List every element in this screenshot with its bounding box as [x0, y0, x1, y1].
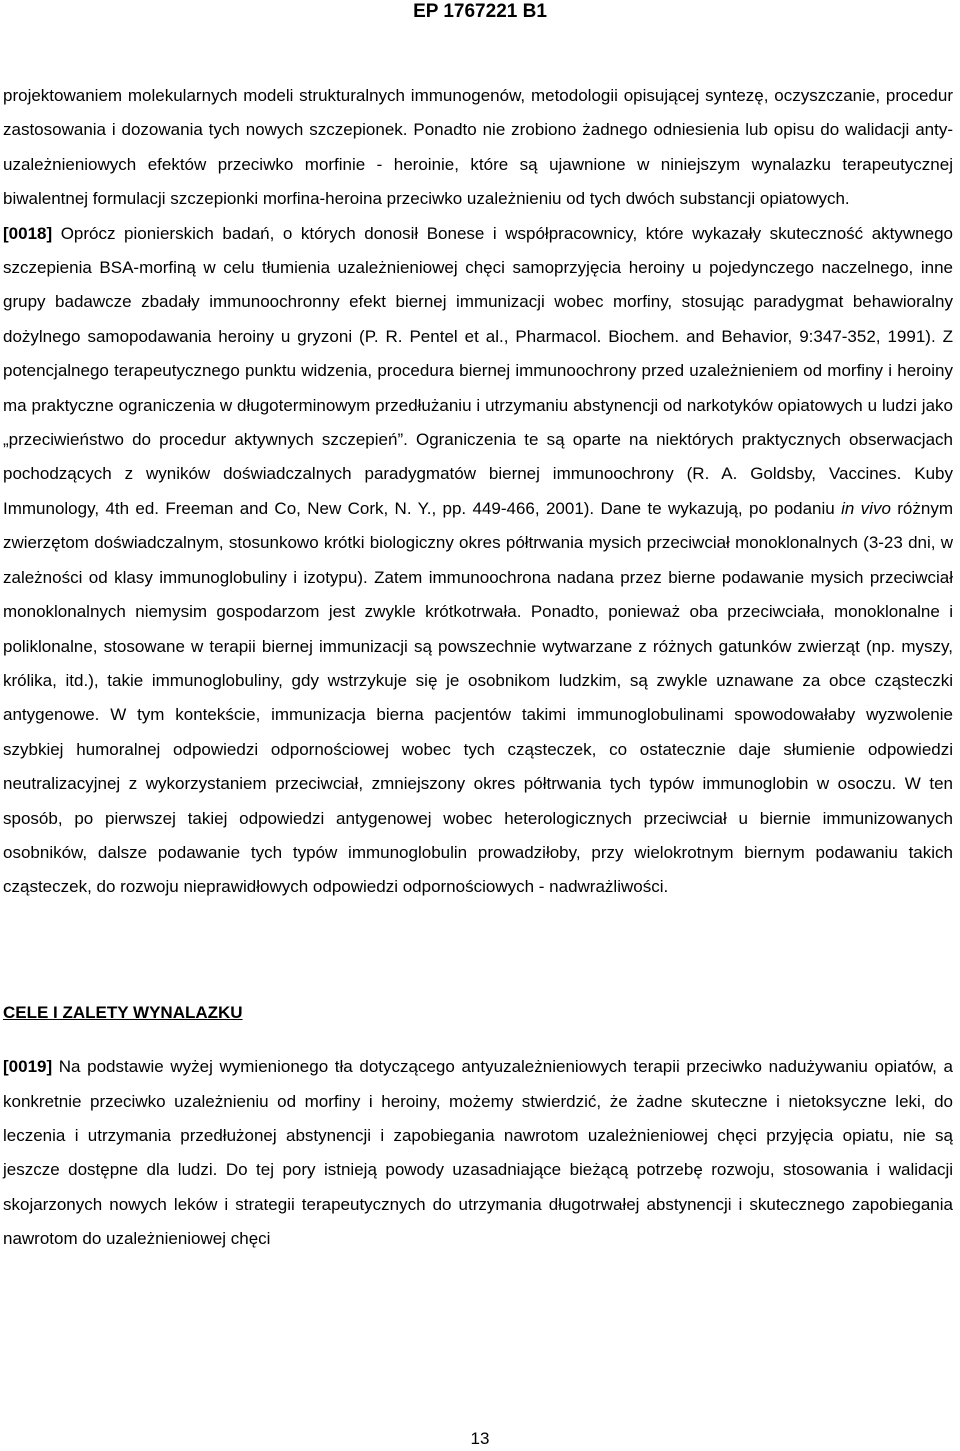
italic-term: in vivo	[841, 498, 891, 518]
document-header	[0, 0, 960, 24]
paragraph-number: [0019]	[3, 1057, 53, 1077]
paragraph-text: Na podstawie wyżej wymienionego tła dotyczącego antyuzależnieniowych terapii przeciwko nadużywaniu opiatów, a konkretnie przeciwko uzależnieniu od morfiny i heroiny, możemy stwierdzić, że żadne skuteczne i nietoksyczne leki, do leczenia i utrzymania przedłużonej abstynencji i zapobiegania nawrotom uzależnieniowej chęci przyjęcia opiatu, nie są jeszcze dostępne dla ludzi. Do tej pory istnieją powody uzasadniające bieżącą potrzebę rozwoju, stosowania i walidacji skojarzonych nowych leków i strategii terapeutycznych do utrzymania długotrwałej abstynencji i skutecznego zapobiegania nawrotom do uzależnieniowej chęci	[3, 1057, 953, 1249]
section-heading: CELE I ZALETY WYNALAZKU	[3, 1002, 243, 1022]
paragraph-number: [0018]	[3, 223, 53, 243]
paragraph-0019	[3, 1050, 953, 1256]
paragraph-0018	[3, 217, 953, 905]
section-heading-wrap	[3, 996, 953, 1030]
patent-number: EP 1767221 B1	[413, 1, 547, 22]
document-body	[3, 79, 953, 1257]
paragraph-text: różnym zwierzętom doświadczalnym, stosunkowo krótki biologiczny okres półtrwania mysich przeciwciał monoklonalnych (3-23 dni, w zależności od klasy immunoglobuliny i izotypu). Zatem immunoochrona nadana przez bierne podawanie mysich przeciwciał monoklonalnych niemysim gospodarzom jest zwykle krótkotrwała. Ponadto, ponieważ oba przeciwciała, monoklonalne i poliklonalne, stosowane w terapii biernej immunizacji są powszechnie wytwarzane z różnych gatunków zwierząt (np. myszy, królika, itd.), takie immunoglobuliny, gdy wstrzykuje się je osobnikom ludzkim, są zwykle uznawane za obce cząsteczki antygenowe. W tym kontekście, immunizacja bierna pacjentów takimi immunoglobulinami spowodowałaby wyzwolenie szybkiej humoralnej odpowiedzi odpornościowej wobec tych cząsteczek, co ostatecznie daje słumienie odpowiedzi neutralizacyjnej z wykorzystaniem przeciwciał, zmniejszony okres półtrwania tych typów immunoglobin w osoczu. W ten sposób, po pierwszej takiej odpowiedzi antygenowej wobec heterologicznych przeciwciał u biernie immunizowanych osobników, dalsze podawanie tych typów immunoglobulin prowadziłoby, przy wielokrotnym biernym podawaniu takich cząsteczek, do rozwoju nieprawidłowych odpowiedzi odpornościowych - nadwrażliwości.	[3, 498, 953, 897]
page-number: 13	[470, 1429, 490, 1448]
paragraph-text: Oprócz pionierskich badań, o których donosił Bonese i współpracownicy, które wykazały skuteczność aktywnego szczepienia BSA-morfiną w celu tłumienia uzależnieniowej chęci samoprzyjęcia heroiny u pojedynczego naczelnego, inne grupy badawcze zbadały immunoochronny efekt biernej immunizacji wobec morfiny, stosując paradygmat behawioralny dożylnego samopodawania heroiny u gryzoni (P. R. Pentel et al., Pharmacol. Biochem. and Behavior, 9:347-352, 1991). Z potencjalnego terapeutycznego punktu widzenia, procedura biernej immunoochrony przed uzależnieniem od morfiny i heroiny ma praktyczne ograniczenia w długoterminowym przedłużaniu i utrzymaniu abstynencji od narkotyków opiatowych u ludzi jako „przeciwieństwo do procedur aktywnych szczepień”. Ograniczenia te są oparte na niektórych praktycznych obserwacjach pochodzących z wyników doświadczalnych paradygmatów biernej immunoochrony (R. A. Goldsby, Vaccines. Kuby Immunology, 4th ed. Freeman and Co, New Cork, N. Y., pp. 449-466, 2001). Dane te wykazują, po podaniu	[3, 223, 953, 518]
paragraph-continuation: projektowaniem molekularnych modeli strukturalnych immunogenów, metodologii opisującej syntezę, oczyszczanie, procedur zastosowania i dozowania tych nowych szczepionek. Ponadto nie zrobiono żadnego odniesienia lub opisu do walidacji anty-uzależnieniowych efektów przeciwko morfinie - heroinie, które są ujawnione w niniejszym wynalazku terapeutycznej biwalentnej formulacji szczepionki morfina-heroina przeciwko uzależnieniu od tych dwóch substancji opiatowych.	[3, 86, 953, 209]
